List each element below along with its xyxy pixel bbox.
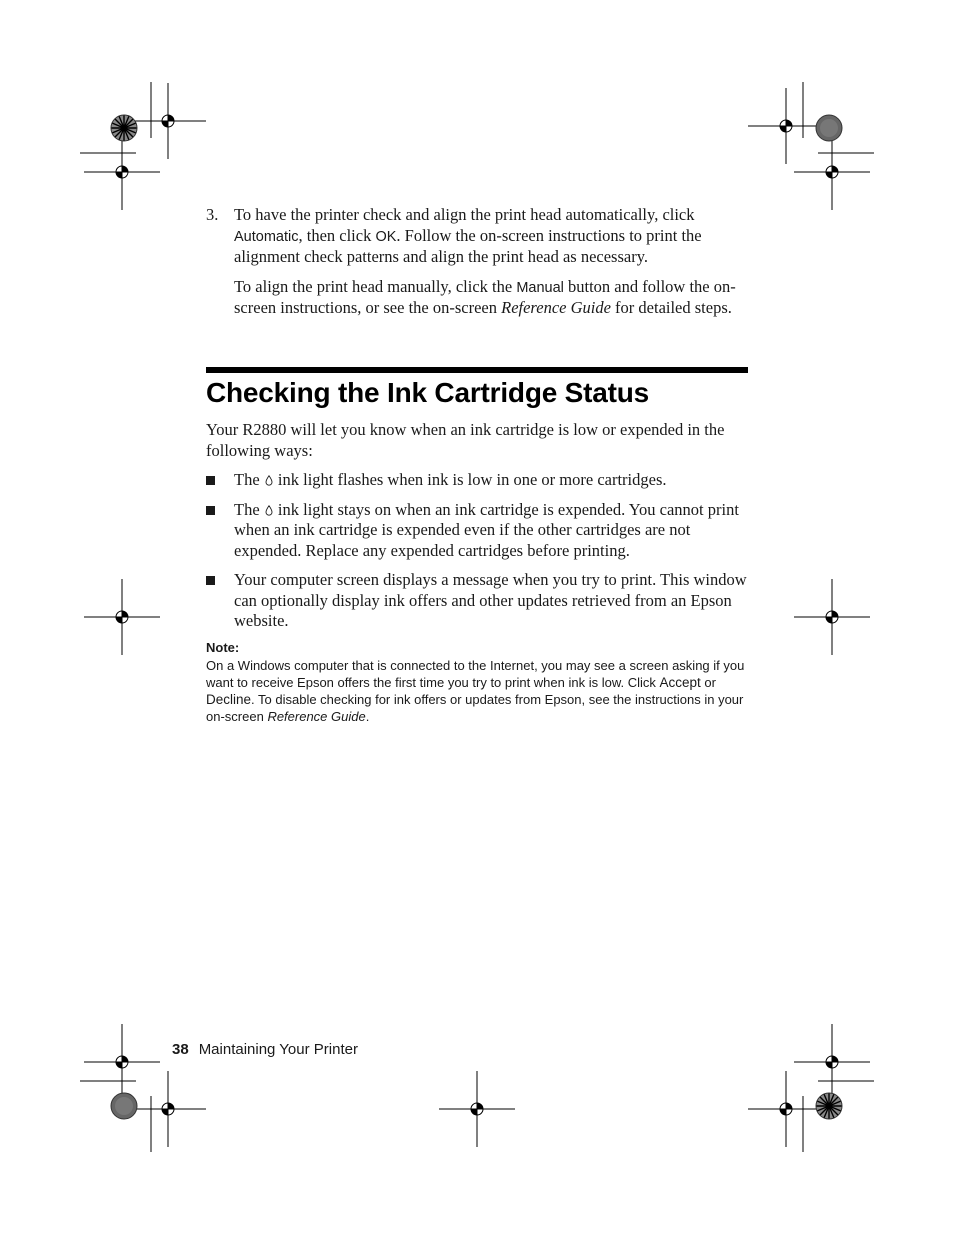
section-intro: Your R2880 will let you know when an ink cartridge is low or expended in the following ways: bbox=[206, 420, 725, 460]
starburst-target-icon bbox=[815, 114, 843, 142]
accept-button-reference: Accept bbox=[659, 675, 701, 690]
starburst-target-icon bbox=[110, 1092, 138, 1120]
chapter-title: Maintaining Your Printer bbox=[198, 1041, 358, 1058]
list-item: The ink light stays on when an ink cartridge is expended. You cannot print when an ink cartridge is expended even if the other cartridges are not expended. Replace any expended cartridges before printing. bbox=[206, 500, 751, 562]
reference-guide-title: Reference Guide bbox=[501, 298, 611, 317]
note-label: Note: bbox=[206, 640, 240, 655]
list-item: Your computer screen displays a message when you try to print. This window can optionally display ink offers and other updates retrieved from an Epson website. bbox=[206, 570, 751, 632]
decline-button-reference: Decline bbox=[206, 692, 252, 707]
section-heading: Checking the Ink Cartridge Status bbox=[206, 377, 650, 408]
automatic-button-reference: Automatic bbox=[234, 228, 299, 245]
starburst-target-icon bbox=[815, 1092, 843, 1120]
manual-button-reference: Manual bbox=[516, 279, 564, 296]
note-text: On a Windows computer that is connected to the Internet, you may see a screen asking if you want to receive Epson offers the first time you try to print when ink is low. Click Accept or Decline. To disable checking for ink offers or updates from Epson, see the instructions in your on-screen Reference Guide. bbox=[206, 658, 745, 724]
ok-button-reference: OK bbox=[375, 228, 397, 245]
reference-guide-title: Reference Guide bbox=[267, 709, 366, 724]
step-paragraph-automatic: To have the printer check and align the print head automatically, click Automatic, then click OK. Follow the on-screen instructions to print the alignment check patterns and align the print head as necessary. bbox=[234, 205, 702, 266]
page-number: 38 bbox=[172, 1041, 189, 1058]
step-paragraph-manual: To align the print head manually, click the Manual button and follow the on-screen instructions, or see the on-screen Reference Guide for detailed steps. bbox=[234, 276, 736, 317]
starburst-target-icon bbox=[110, 114, 138, 142]
list-item: The ink light flashes when ink is low in one or more cartridges. bbox=[206, 470, 751, 491]
step-number: 3. bbox=[206, 205, 219, 224]
